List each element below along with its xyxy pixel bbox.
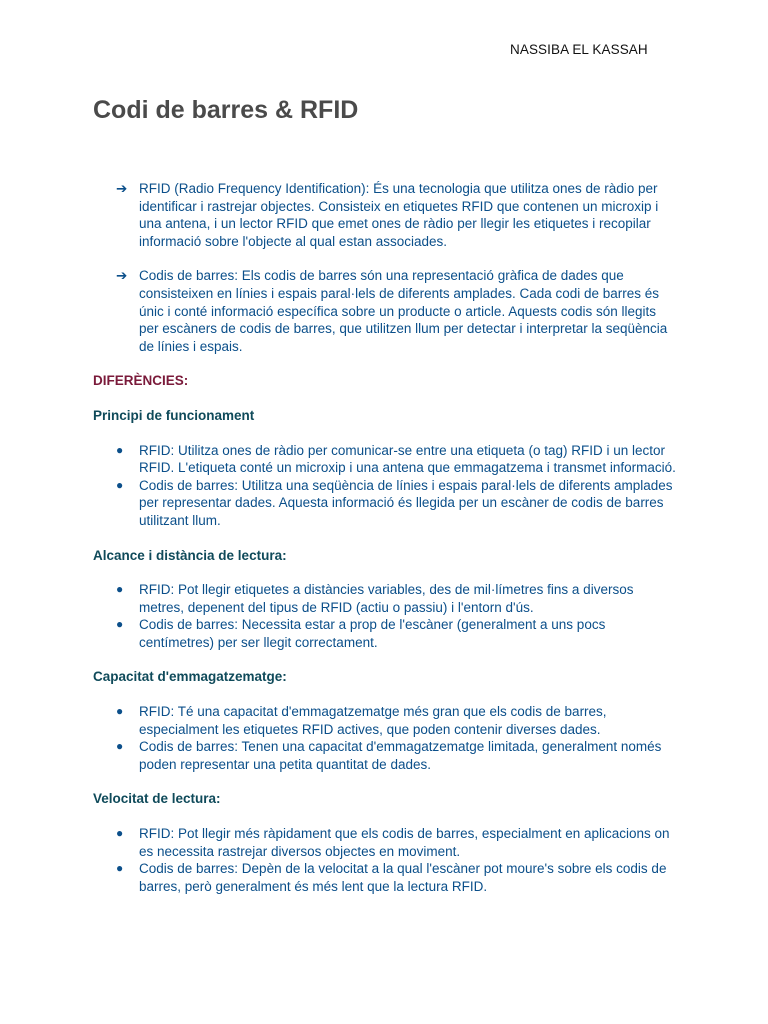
list-item-text: RFID: Té una capacitat d'emmagatzematge més gran que els codis de barres, especialment les etiquetes RFID actives, que poden contenir diverses dades.	[139, 704, 607, 737]
list-item	[0, 860, 768, 895]
list-item-text: RFID: Utilitza ones de ràdio per comunicar-se entre una etiqueta (o tag) RFID i un lector RFID. L'etiqueta conté un microxip i una antena que emmagatzema i transmet informació.	[139, 442, 676, 476]
section-heading: Capacitat d'emmagatzematge:	[93, 669, 287, 685]
section-heading: Alcance i distància de lectura:	[93, 547, 287, 563]
list-item	[0, 616, 768, 651]
document-title: Codi de barres & RFID	[93, 96, 359, 124]
list-item	[0, 703, 768, 738]
intro-item-barcode	[0, 267, 768, 355]
list-item-text: Codis de barres: Tenen una capacitat d'emmagatzematge limitada, generalment només poden representar una petita quantitat de dades.	[139, 739, 662, 772]
list-item	[0, 477, 768, 530]
intro-text: Codis de barres: Els codis de barres són una representació gràfica de dades que consisteixen en línies i espais paral·lels de diferents amplades. Cada codi de barres és únic i conté informació específica sobre un producte o article. Aquests codis són llegits per escàners de codis de barres, que utilitzen llum per detectar i interpretar la seqüència de línies i espais.	[139, 268, 668, 354]
list-item-text: Codis de barres: Utilitza una seqüència de línies i espais paral·lels de diferents amplades per representar dades. Aquesta informació és llegida per un escàner de codis de barres utilitzant llum.	[139, 477, 673, 528]
list-item	[0, 825, 768, 860]
section-list	[0, 581, 768, 651]
arrow-icon: ➔	[116, 181, 128, 196]
section-list	[0, 442, 768, 530]
bullet-icon: ●	[116, 477, 124, 492]
arrow-icon: ➔	[116, 268, 128, 284]
list-item-text: Codis de barres: Necessita estar a prop de l'escàner (generalment a uns pocs centímetres) per ser llegit correctament.	[139, 617, 606, 650]
bullet-icon: ●	[116, 739, 124, 754]
bullet-icon: ●	[116, 617, 124, 632]
bullet-icon: ●	[116, 442, 124, 457]
intro-item-rfid	[0, 180, 768, 250]
bullet-icon: ●	[116, 861, 124, 876]
differences-label: DIFERÈNCIES:	[93, 373, 189, 389]
bullet-icon: ●	[116, 826, 124, 841]
list-item	[0, 442, 768, 477]
list-item	[0, 738, 768, 773]
list-item-text: Codis de barres: Depèn de la velocitat a la qual l'escàner pot moure's sobre els codis de barres, però generalment és més lent que la lectura RFID.	[139, 861, 667, 894]
list-item-text: RFID: Pot llegir etiquetes a distàncies variables, des de mil·límetres fins a diversos metres, depenent del tipus de RFID (actiu o passiu) i l'entorn d'ús.	[139, 582, 634, 615]
list-item	[0, 581, 768, 616]
section-heading: Principi de funcionament	[93, 407, 255, 423]
intro-list	[0, 180, 768, 355]
list-item-text: RFID: Pot llegir més ràpidament que els codis de barres, especialment en aplicacions on es necessita rastrejar diversos objectes en moviment.	[139, 826, 670, 859]
section-list	[0, 703, 768, 773]
section-list	[0, 825, 768, 895]
author-name: NASSIBA EL KASSAH	[510, 42, 648, 57]
bullet-icon: ●	[116, 582, 124, 597]
bullet-icon: ●	[116, 704, 124, 719]
section-heading: Velocitat de lectura:	[93, 791, 221, 807]
intro-text: RFID (Radio Frequency Identification): És una tecnologia que utilitza ones de ràdio per identificar i rastrejar objectes. Consisteix en etiquetes RFID que contenen un microxip i una antena, i un lector RFID que emet ones de ràdio per llegir les etiquetes i recopilar informació sobre l'objecte al qual estan associades.	[139, 181, 659, 249]
document-body	[0, 180, 768, 895]
